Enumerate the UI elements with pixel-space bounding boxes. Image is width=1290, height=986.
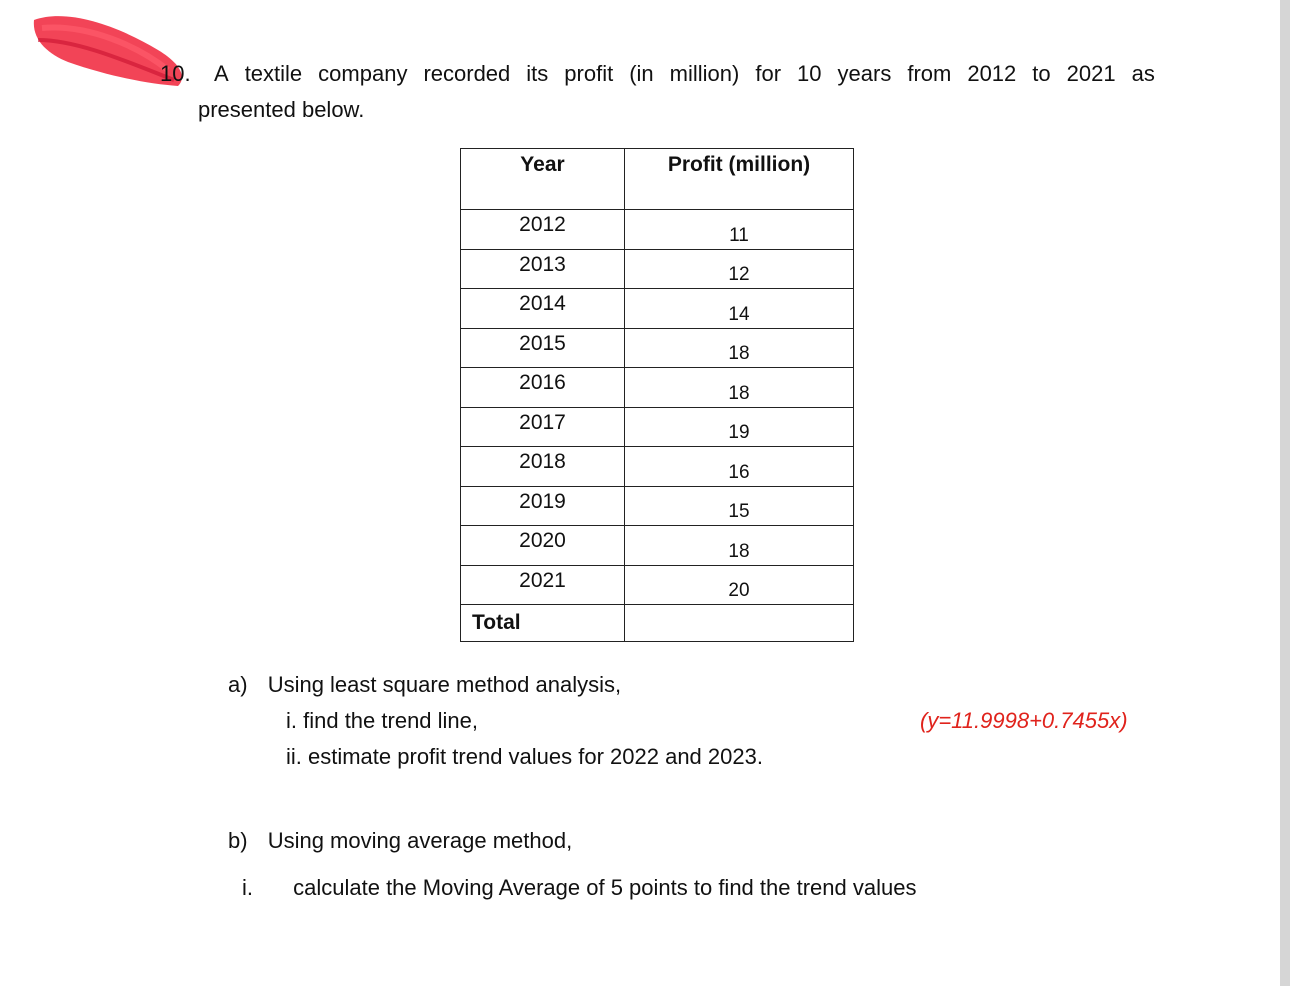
part-a-answer: (y=11.9998+0.7455x) (920, 708, 1128, 733)
question-number: 10. (160, 61, 191, 86)
year-cell: 2018 (461, 447, 625, 487)
table-header-row (461, 149, 854, 210)
profit-cell: 18 (625, 328, 854, 368)
profit-cell: 11 (625, 210, 854, 250)
part-b-i-text: calculate the Moving Average of 5 points to find the trend values (293, 875, 917, 900)
question-word: 2012 (967, 61, 1017, 86)
table-row (461, 447, 854, 487)
header-year: Year (461, 149, 625, 210)
header-profit: Profit (million) (625, 149, 854, 210)
question-word: million) (669, 61, 740, 86)
profit-cell: 12 (625, 249, 854, 289)
question-word: years (837, 61, 892, 86)
table-row (461, 210, 854, 250)
part-a (228, 672, 621, 698)
part-b-text: Using moving average method, (267, 828, 573, 853)
profit-cell: 20 (625, 565, 854, 605)
year-cell: 2012 (461, 210, 625, 250)
table-row (461, 328, 854, 368)
question-word: for (755, 61, 782, 86)
profit-cell: 18 (625, 526, 854, 566)
question-word: A (214, 61, 229, 86)
table-row (461, 368, 854, 408)
profit-table (460, 148, 854, 642)
total-label: Total (461, 605, 625, 642)
question-word: recorded (423, 61, 511, 86)
total-value (625, 605, 854, 642)
year-cell: 2017 (461, 407, 625, 447)
year-cell: 2015 (461, 328, 625, 368)
table-row (461, 249, 854, 289)
part-b-i (242, 875, 916, 901)
question-word: 10 (797, 61, 822, 86)
part-a-i: i. find the trend line, (286, 708, 479, 733)
table-total-row (461, 605, 854, 642)
question-word: 2021 (1066, 61, 1116, 86)
question-text (160, 56, 1155, 128)
part-a-text: Using least square method analysis, (267, 672, 622, 697)
year-cell: 2014 (461, 289, 625, 329)
question-line-1 (160, 56, 1155, 92)
question-line-2: presented below. (198, 97, 365, 122)
profit-cell: 18 (625, 368, 854, 408)
question-word: profit (564, 61, 614, 86)
question-word: as (1131, 61, 1155, 86)
question-word: company (318, 61, 408, 86)
year-cell: 2016 (461, 368, 625, 408)
year-cell: 2019 (461, 486, 625, 526)
table-row (461, 289, 854, 329)
part-b-label: b) (228, 828, 248, 853)
table-row (461, 526, 854, 566)
question-word: its (526, 61, 549, 86)
year-cell: 2020 (461, 526, 625, 566)
table-row (461, 407, 854, 447)
part-b-i-label: i. (242, 875, 253, 900)
part-a-ii: ii. estimate profit trend values for 2022 and 2023. (286, 744, 763, 769)
year-cell: 2021 (461, 565, 625, 605)
question-word: textile (244, 61, 303, 86)
profit-cell: 15 (625, 486, 854, 526)
profit-cell: 19 (625, 407, 854, 447)
profit-cell: 14 (625, 289, 854, 329)
profit-cell: 16 (625, 447, 854, 487)
question-word: from (907, 61, 952, 86)
year-cell: 2013 (461, 249, 625, 289)
table-row (461, 565, 854, 605)
table-row (461, 486, 854, 526)
question-word: (in (629, 61, 654, 86)
part-b (228, 828, 572, 854)
question-word: to (1032, 61, 1051, 86)
part-a-label: a) (228, 672, 248, 697)
